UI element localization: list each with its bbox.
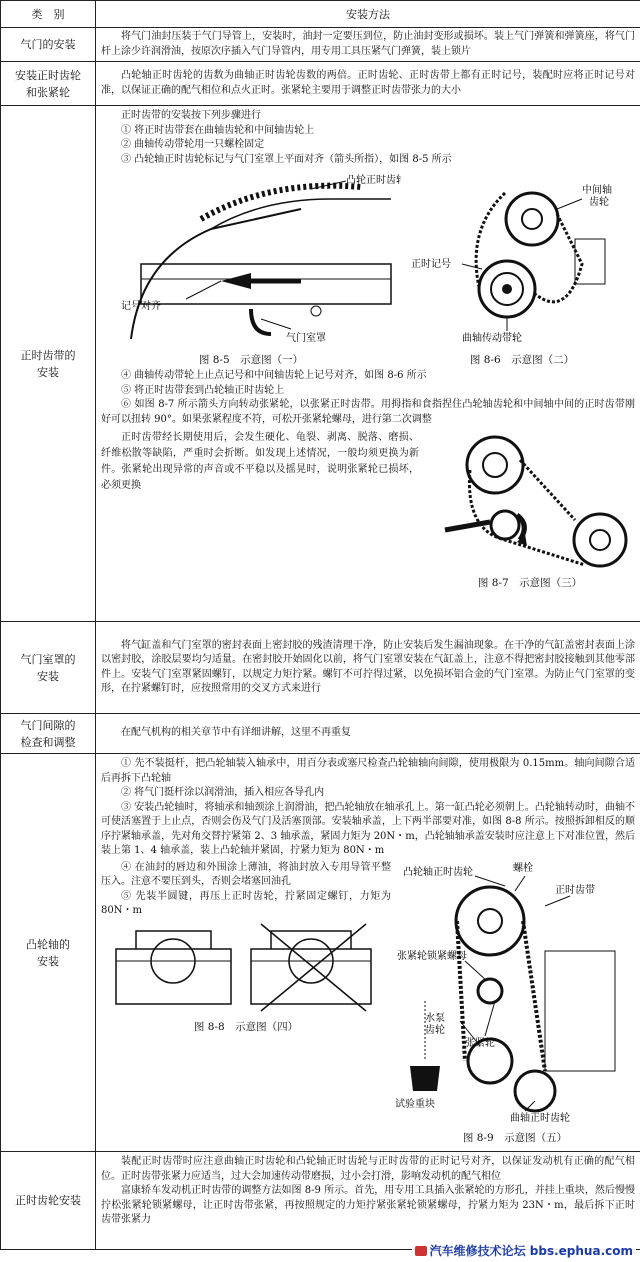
table-row (1, 754, 640, 1152)
belt-step-2: ② 曲轴传动带轮用一只螺栓固定 (121, 139, 265, 150)
figure-row-8-9 (101, 861, 635, 1146)
figure-8-7-drawing (425, 430, 635, 570)
figure-8-5 (101, 169, 401, 369)
table-row (1, 62, 640, 106)
fig5-label-cover: 气门室罩 (286, 333, 326, 344)
fig5-label-align: 记号对齐 (121, 301, 161, 312)
table-row (1, 1152, 640, 1250)
figure-8-7-caption: 图 8-7 示意图（三） (477, 576, 583, 589)
header-method: 安装方法 (96, 1, 640, 28)
cam-step-4: ④ 在油封的唇边和外围涂上薄油，将油封放入专用导管平整压入。注意不要压到头，否则会堵塞回油孔 (101, 861, 391, 887)
timing-para-1: 装配正时齿带时应注意曲轴正时齿轮和凸轮轴正时齿轮与正时齿带的正时记号对齐，以保证发动机有正确的配气相位。正时齿带张紧力应适当，过大会加速传动带磨损，过小会打滑，影响发动机的配气相位 (101, 1156, 635, 1182)
belt-step-6: ⑥ 如图 8-7 所示箭头方向转动张紧轮，以张紧正时齿带。用拇指和食指捏住凸轮轴齿轮和中间轴中间的正时齿带刚好可以扭转 90°。如果张紧程度不符，可松开张紧轮螺母，进行第二次调整 (101, 399, 635, 425)
belt-intro: 正时齿带的安装按下列步骤进行 (121, 110, 261, 121)
fig5-label-cam-gear: 凸轮正时齿轮 (346, 175, 401, 186)
figure-row-5-6 (101, 169, 635, 369)
fig9-label-crank-gear: 曲轴正时齿轮 (510, 1112, 570, 1124)
belt-step-3: ③ 凸轮轴正时齿轮标记与气门室罩上平面对齐（箭头所指），如图 8-5 所示 (121, 153, 452, 165)
category-gear: 安装正时齿轮 和张紧轮 (1, 62, 96, 106)
category-camshaft: 凸轮轴的 安装 (1, 754, 96, 1152)
forum-watermark (412, 1242, 636, 1259)
belt-step-5: ⑤ 将正时齿带套到凸轮轴正时齿轮上 (121, 384, 285, 396)
figure-8-6-drawing (407, 169, 637, 347)
fig9-label-pump-2: 齿轮 (425, 1024, 445, 1036)
fig9-label-pump: 水泵 (425, 1012, 445, 1024)
table-row (1, 622, 640, 714)
fig6-label-mid-gear-2: 齿轮 (589, 197, 609, 208)
category-clearance: 气门间隙的 检查和调整 (1, 714, 96, 754)
fig6-label-pulley: 曲轴传动带轮 (462, 333, 522, 344)
figure-8-5-caption: 图 8-5 示意图（一） (198, 353, 304, 366)
timing-para-2: 富康轿车发动机正时齿带的调整方法如图 8-9 所示。首先，用专用工具插入张紧轮的方形孔，并挂上重块，然后慢慢拧松张紧轮锁紧螺母，让正时齿带张紧，再按照规定的力矩拧紧张紧轮锁紧螺母，拧紧力矩为 23N・m，最后拆下正时齿带张紧力 (101, 1185, 635, 1225)
figure-8-7 (425, 430, 635, 590)
figure-8-8-caption: 图 8-8 示意图（四） (193, 1021, 299, 1033)
cam-step-2: ② 将气门挺杆涂以润滑油，插入相应各导孔内 (121, 787, 325, 798)
category-timing: 正时齿轮安装 (1, 1152, 96, 1250)
cam-step-3: ③ 安装凸轮轴时，将轴承和轴颈涂上润滑油，把凸轮轴放在轴承孔上。第一缸凸轮必须朝上。凸轮轴转动时，曲轴不可使活塞置于上止点，否则会伤及气门及活塞顶部。安装轴承盖，上下两半部要对准，如图 8-8 所示。按照拆卸相反的顺序拧紧轴承盖，先对角交替拧紧第 2、3 轴承盖，紧固力矩为 20N・m，凸轮轴轴承盖安装时应注意上下对准位置，然后装上第 1、4 轴承盖，装上凸轮轴并紧固，拧紧力矩为 80N・m (101, 801, 635, 856)
fig9-label-nut: 张紧轮锁紧螺母 (397, 950, 467, 962)
table-row (1, 28, 640, 62)
fig6-label-mid-gear: 中间轴 (582, 185, 612, 196)
forum-logo-icon (415, 1246, 427, 1256)
watermark-text: 汽车维修技术论坛 bbs.ephua.com (429, 1244, 633, 1258)
figure-8-8 (101, 919, 391, 1035)
figure-8-9-caption: 图 8-9 示意图（五） (462, 1132, 568, 1144)
figure-8-6 (407, 169, 637, 369)
fig9-label-bolt: 螺栓 (513, 862, 533, 874)
table-header-row (1, 1, 640, 28)
category-belt: 正时齿带的 安装 (1, 106, 96, 622)
fig9-label-cam-gear: 凸轮轴正时齿轮 (403, 866, 473, 878)
belt-step-4: ④ 曲轴传动带轮上止点记号和中间轴齿轮上记号对齐，如图 8-6 所示 (121, 370, 427, 381)
text-gear: 凸轮轴正时齿轮的齿数为曲轴正时齿轮齿数的两倍。正时齿轮、正时齿带上都有正时记号，装配时应将正时记号对准，以保证正确的配气相位和点火正时。张紧轮主要用于调整正时齿带张力的大小 (96, 62, 640, 106)
table-row (1, 714, 640, 754)
fig9-label-weight: 试验重块 (395, 1098, 435, 1110)
figure-row-7 (101, 430, 635, 590)
belt-step-1: ① 将正时齿带套在曲轴齿轮和中间轴齿轮上 (121, 124, 315, 136)
category-valve: 气门的安装 (1, 28, 96, 62)
fig6-label-mark: 正时记号 (411, 259, 451, 270)
figure-8-8-drawing (101, 919, 391, 1015)
text-clearance: 在配气机构的相关章节中有详细讲解，这里不再重复 (96, 714, 640, 754)
figure-8-9-drawing (395, 861, 635, 1126)
fig9-label-tensioner: 张紧轮 (465, 1037, 495, 1049)
table-row (1, 106, 640, 622)
belt-note: 正时齿带经长期使用后，会发生硬化、龟裂、剥离、脱落、磨损、纤维松散等缺陷，严重时会折断。如发现上述情况，一般均须更换为新件。张紧轮出现异常的声音或不平稳以及摇晃时，说明张紧轮已损坏，必须更换 (101, 432, 419, 491)
cam-step-1: ① 先不装挺杆，把凸轮轴装入轴承中，用百分表或塞尺检查凸轮轴轴向间隙，使用极限为 0.15mm。轴向间隙合适后再拆下凸轮轴 (101, 758, 635, 784)
fig9-label-belt: 正时齿带 (555, 884, 595, 896)
figure-8-9 (395, 861, 635, 1146)
text-cover: 将气缸盖和气门室罩的密封表面上密封胶的残渣清理干净，防止安装后发生漏油现象。在干净的气缸盖密封表面上涂以密封胶，涂胶层要均匀适量。在密封胶开始固化以前，将气门室罩安装在气缸盖上，注意不得把密封胶接触到其他零部件上。安装气门室罩紧固螺钉，以规定力矩拧紧。螺钉不可拧得过紧，以免损坏铝合金的气门室罩。为防止气门室罩的变形，在拧紧螺钉时，应按照常用的交叉方式来进行 (96, 622, 640, 714)
text-valve: 将气门油封压装于气门导管上，安装时，油封一定要压到位，防止油封变形或损坏。装上气门弹簧和弹簧座，将气门杆上涂少许润滑油，按原次序插入气门导管内，用专用工具压紧气门弹簧，装上锁片 (96, 28, 640, 62)
cam-left-column (101, 861, 391, 1146)
figure-8-5-drawing (101, 169, 401, 347)
category-cover: 气门室罩的 安装 (1, 622, 96, 714)
figure-8-6-caption: 图 8-6 示意图（二） (469, 353, 575, 366)
header-category: 类 别 (1, 1, 96, 28)
cam-step-5: ⑤ 先装半圆键，再压上正时齿轮，拧紧固定螺钉，力矩为 80N・m (101, 890, 391, 916)
